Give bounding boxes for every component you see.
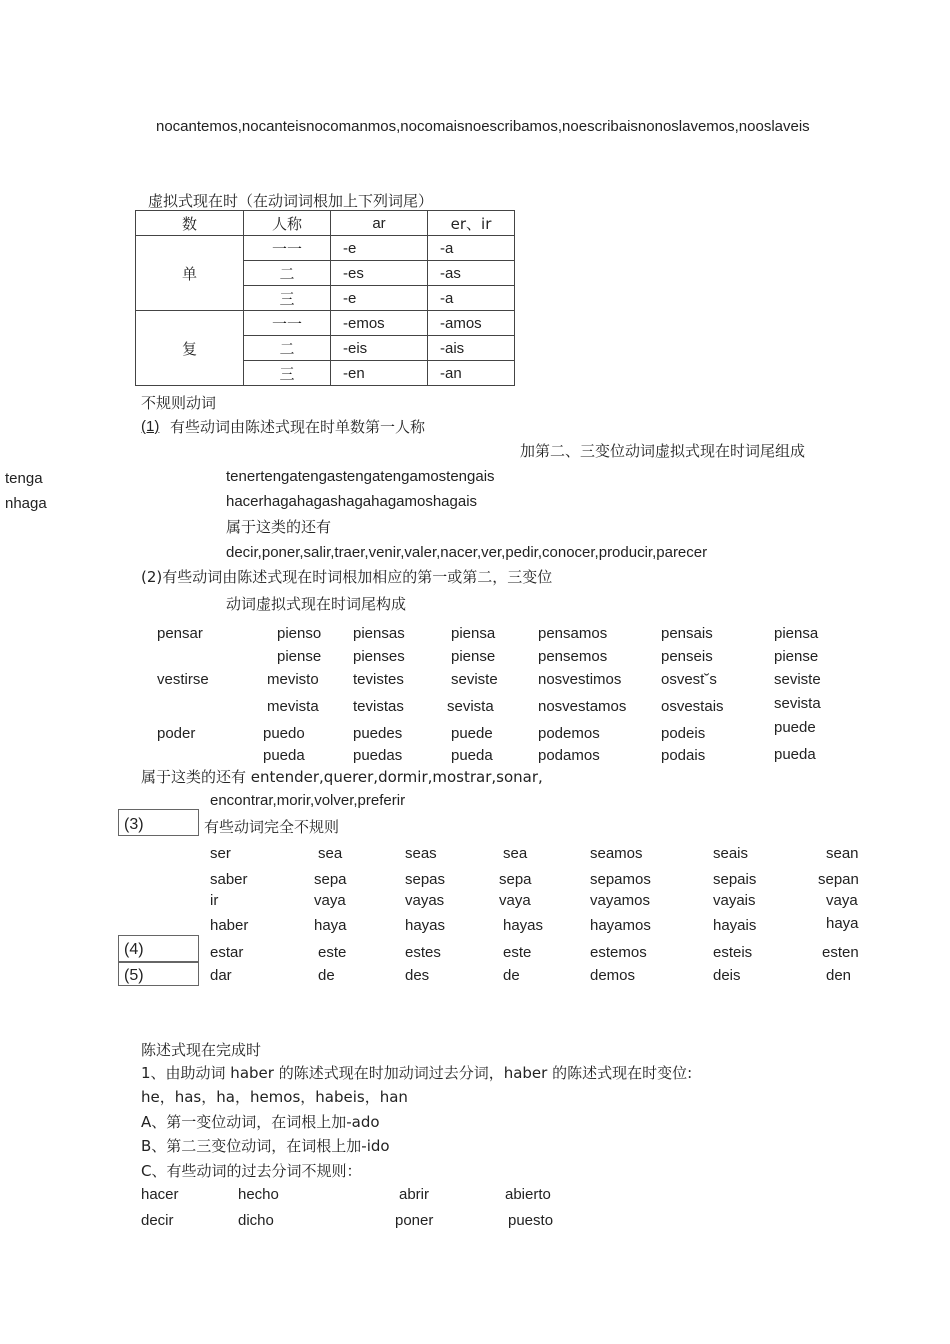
- conj-cell: des: [405, 967, 430, 984]
- conj-cell: pienso: [277, 625, 322, 642]
- perfect-title: 陈述式现在完成时: [141, 1041, 262, 1059]
- conj-cell: seviste: [774, 671, 821, 688]
- belongs2-line: 属于这类的还有 entender,querer,dormir,mostrar,sonar,: [141, 768, 543, 786]
- conj-cell: osvest˘s: [661, 671, 717, 688]
- verb-infinitive: haber: [210, 917, 249, 934]
- participle-pair: hacer: [141, 1186, 179, 1203]
- irregular-title: 不规则动词: [141, 394, 217, 412]
- section-2-text: (2)有些动词由陈述式现在时词根加相应的第一或第二，三变位: [141, 568, 553, 586]
- person-cell: 一一: [244, 311, 331, 336]
- participle-pair: decir: [141, 1212, 174, 1229]
- er-ending: -a: [428, 236, 515, 261]
- conj-cell: seas: [405, 845, 437, 862]
- conj-cell: den: [826, 967, 852, 984]
- conj-cell: nosvestamos: [538, 698, 627, 715]
- conj-cell: estes: [405, 944, 441, 961]
- conj-cell: podamos: [538, 747, 600, 764]
- header-er-ir: er、ir: [428, 211, 515, 236]
- conj-cell: de: [318, 967, 335, 984]
- conj-cell: hayas: [503, 917, 544, 934]
- conj-cell: piensa: [774, 625, 819, 642]
- conj-cell: este: [503, 944, 532, 961]
- ar-ending: -es: [331, 261, 428, 286]
- conj-cell: sevista: [774, 695, 821, 712]
- conj-cell: piensas: [353, 625, 405, 642]
- verb-infinitive: poder: [157, 725, 196, 742]
- er-ending: -amos: [428, 311, 515, 336]
- conj-cell: puede: [774, 719, 816, 736]
- perfect-line-2: he，has，ha，hemos，habeis，han: [141, 1088, 408, 1106]
- conj-cell: sea: [318, 845, 343, 862]
- verbs-list: decir,poner,salir,traer,venir,valer,nacer,ver,pedir,conocer,producir,parecer: [226, 544, 708, 561]
- conj-cell: sepa: [314, 871, 347, 888]
- person-cell: 二: [244, 336, 331, 361]
- er-ending: -a: [428, 286, 515, 311]
- conj-cell: vaya: [499, 892, 531, 909]
- conj-cell: puedas: [353, 747, 403, 764]
- conj-cell: seais: [713, 845, 749, 862]
- nhaga-margin: nhaga: [5, 495, 47, 512]
- perfect-line-1: 1、由助动词 haber 的陈述式现在时加动词过去分词，haber 的陈述式现在时变位:: [141, 1064, 693, 1082]
- table-header-row: [136, 211, 515, 236]
- hacer-line: hacerhagahagashagahagamoshagais: [226, 493, 478, 510]
- conj-cell: sepais: [713, 871, 757, 888]
- conj-cell: vaya: [826, 892, 858, 909]
- conj-cell: sea: [503, 845, 528, 862]
- conj-cell: pensemos: [538, 648, 608, 665]
- participle-pair: puesto: [508, 1212, 554, 1229]
- conj-cell: puedo: [263, 725, 305, 742]
- conj-cell: haya: [826, 915, 859, 932]
- conj-cell: pueda: [451, 747, 493, 764]
- conj-cell: vayas: [405, 892, 445, 909]
- section-1-label: (1): [141, 418, 160, 435]
- conj-cell: vayais: [713, 892, 756, 909]
- tenga-margin: tenga: [5, 470, 43, 487]
- conj-cell: penseis: [661, 648, 713, 665]
- conj-cell: pueda: [774, 746, 816, 763]
- conj-cell: haya: [314, 917, 347, 934]
- table-row: [136, 311, 515, 336]
- conj-cell: osvestais: [661, 698, 724, 715]
- conj-cell: sepa: [499, 871, 532, 888]
- conj-cell: hayamos: [590, 917, 651, 934]
- verb-infinitive: estar: [210, 944, 244, 961]
- conj-cell: mevista: [267, 698, 319, 715]
- top-line: nocantemos,nocanteisnocomanmos,nocomaisnoescribamos,noescribaisnonoslavemos,nooslaveis: [156, 118, 810, 135]
- participle-pair: abrir: [399, 1186, 430, 1203]
- conj-cell: piensa: [451, 625, 496, 642]
- conj-cell: pensamos: [538, 625, 608, 642]
- conj-cell: pensais: [661, 625, 713, 642]
- verb-infinitive: saber: [210, 871, 248, 888]
- person-cell: 三: [244, 286, 331, 311]
- conj-cell: piense: [774, 648, 819, 665]
- perfect-line-c: C、有些动词的过去分词不规则：: [141, 1162, 362, 1180]
- table-row: [136, 236, 515, 261]
- conj-cell: seamos: [590, 845, 643, 862]
- conj-cell: vayamos: [590, 892, 651, 909]
- section-5-label: (5): [124, 967, 144, 984]
- section-2-continued: 动词虚拟式现在时词尾构成: [226, 595, 407, 613]
- conj-cell: esteis: [713, 944, 753, 961]
- subjunctive-heading: 虚拟式现在时（在动词词根加上下列词尾）: [148, 192, 434, 210]
- verb-infinitive: dar: [210, 967, 232, 984]
- conj-cell: podais: [661, 747, 706, 764]
- conj-cell: este: [318, 944, 347, 961]
- person-cell: 三: [244, 361, 331, 386]
- header-person: 人称: [244, 211, 331, 236]
- header-ar: ar: [331, 211, 428, 236]
- tener-line: tenertengatengastengatengamostengais: [226, 468, 495, 485]
- number-plural: 复: [136, 311, 244, 386]
- conj-cell: sepamos: [590, 871, 651, 888]
- verb-infinitive: ser: [210, 845, 231, 862]
- conj-cell: esten: [822, 944, 859, 961]
- perfect-line-b: B、第二三变位动词，在词根上加-ido: [141, 1137, 390, 1155]
- participle-pair: abierto: [505, 1186, 551, 1203]
- participle-pair: hecho: [238, 1186, 279, 1203]
- conj-cell: pueda: [263, 747, 305, 764]
- participle-pair: poner: [395, 1212, 434, 1229]
- conj-cell: vaya: [314, 892, 346, 909]
- person-cell: 一一: [244, 236, 331, 261]
- conj-cell: nosvestimos: [538, 671, 622, 688]
- conj-cell: pienses: [353, 648, 405, 665]
- conj-cell: tevistas: [353, 698, 404, 715]
- conj-cell: podeis: [661, 725, 706, 742]
- ar-ending: -emos: [331, 311, 428, 336]
- conj-cell: estemos: [590, 944, 647, 961]
- perfect-line-a: A、第一变位动词，在词根上加-ado: [141, 1113, 380, 1131]
- conj-cell: piense: [451, 648, 496, 665]
- header-number: 数: [136, 211, 244, 236]
- section-3-text: 有些动词完全不规则: [204, 818, 340, 836]
- ar-ending: -e: [331, 286, 428, 311]
- section-1-text: 有些动词由陈述式现在时单数第一人称: [170, 418, 426, 436]
- conj-cell: sepas: [405, 871, 446, 888]
- verb-infinitive: ir: [210, 892, 219, 909]
- belongs-label: 属于这类的还有: [226, 518, 332, 536]
- section-3-label: (3): [124, 816, 144, 833]
- ar-ending: -e: [331, 236, 428, 261]
- conj-cell: hayais: [713, 917, 757, 934]
- conj-cell: de: [503, 967, 520, 984]
- verb-infinitive: vestirse: [157, 671, 209, 688]
- er-ending: -ais: [428, 336, 515, 361]
- conj-cell: puedes: [353, 725, 403, 742]
- subjunctive-table: [135, 210, 515, 386]
- conj-cell: mevisto: [267, 671, 319, 688]
- conj-cell: puede: [451, 725, 493, 742]
- conj-cell: sean: [826, 845, 859, 862]
- conj-cell: tevistes: [353, 671, 404, 688]
- er-ending: -as: [428, 261, 515, 286]
- belongs2-continued: encontrar,morir,volver,preferir: [210, 792, 406, 809]
- participle-pair: dicho: [238, 1212, 274, 1229]
- ar-ending: -en: [331, 361, 428, 386]
- person-cell: 二: [244, 261, 331, 286]
- conj-cell: sepan: [818, 871, 859, 888]
- ar-ending: -eis: [331, 336, 428, 361]
- conj-cell: demos: [590, 967, 636, 984]
- number-singular: 单: [136, 236, 244, 311]
- conj-cell: seviste: [451, 671, 498, 688]
- conj-cell: sevista: [447, 698, 494, 715]
- conj-cell: hayas: [405, 917, 446, 934]
- conj-cell: podemos: [538, 725, 600, 742]
- conj-cell: deis: [713, 967, 741, 984]
- section-1-continued: 加第二、三变位动词虚拟式现在时词尾组成: [520, 442, 806, 460]
- er-ending: -an: [428, 361, 515, 386]
- section-4-label: (4): [124, 941, 144, 958]
- verb-infinitive: pensar: [157, 625, 203, 642]
- conj-cell: piense: [277, 648, 322, 665]
